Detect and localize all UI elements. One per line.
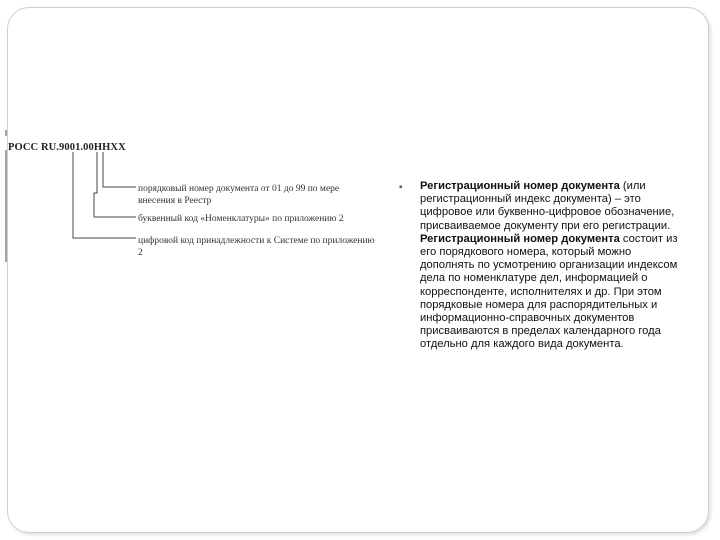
definition-text-2: состоит из его порядкового номера, который можно дополнять по усмотрению организации индексом дела по номенклатуре дел, информацией о корреспонденте, исполнителях и др. При этом порядковые номера для распорядительных и информационно-справочных документов присваиваются в пределах календарного года отдельно для каждого вида документа. [420, 232, 678, 351]
definition-paragraph [420, 180, 682, 352]
registration-code-label: РОСС RU.9001.00ННХХ [8, 142, 126, 153]
connector-line-3 [73, 152, 136, 238]
term-registration-number: Регистрационный номер документа [420, 180, 620, 192]
definition-text-1: (или регистрационный индекс документа) – это цифровое или буквенно-цифровое обозначение, присваиваемое документу при его регистрации. [420, 180, 675, 232]
connector-line-2 [94, 152, 136, 217]
annotation-sequence-number: порядковый номер документа от 01 до 99 по мере внесения в Реестр [138, 184, 340, 206]
connector-line-1 [103, 152, 136, 187]
annotation-letter-code: буквенный код «Номенклатуры» по приложению 2 [138, 214, 344, 224]
term-registration-number-2: Регистрационный номер документа [420, 232, 620, 245]
bullet-marker-icon: ▪ [399, 182, 403, 193]
annotation-digit-code: цифровой код принадлежности к Системе по приложению 2 [138, 236, 375, 258]
